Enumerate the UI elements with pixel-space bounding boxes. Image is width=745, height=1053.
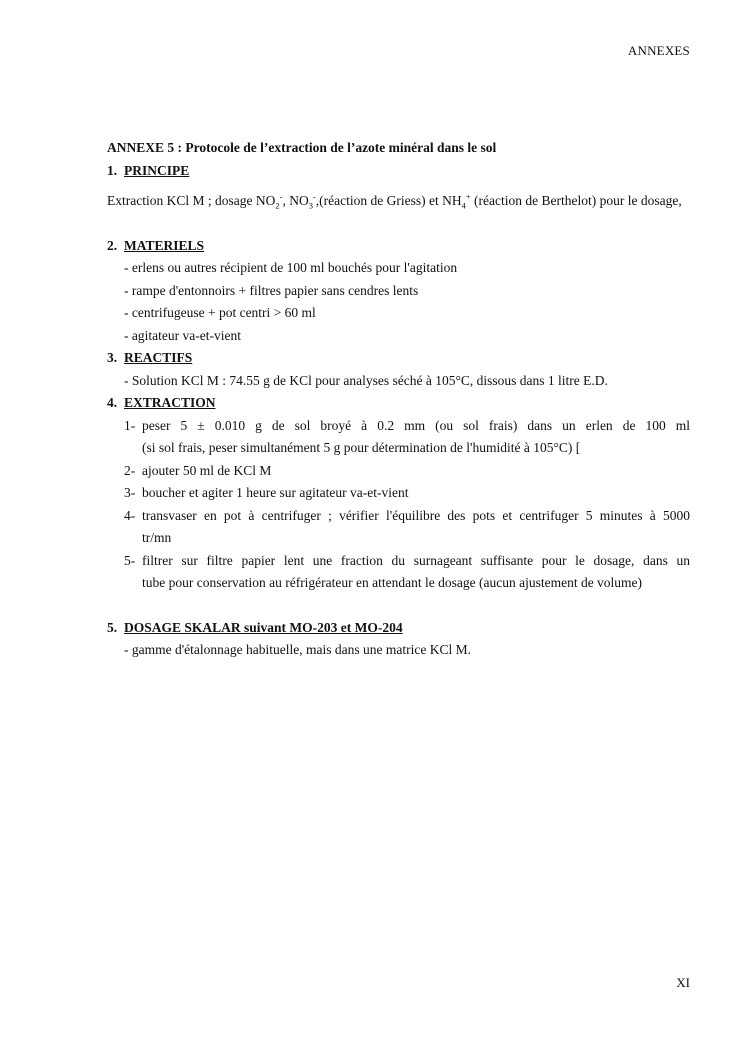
- section-title: DOSAGE SKALAR suivant MO-203 et MO-204: [124, 619, 403, 635]
- document-body: [107, 137, 690, 662]
- section-heading-materiels: [107, 235, 690, 258]
- page-number: XI: [676, 975, 690, 990]
- no3-superscript: -: [312, 191, 316, 202]
- no3-subscript: 3: [308, 200, 313, 211]
- step-number: 3-: [124, 485, 136, 500]
- spacer: [107, 213, 690, 235]
- section-title: REACTIFS: [124, 350, 193, 365]
- section-heading-extraction: [107, 392, 690, 415]
- spacer: [107, 595, 690, 617]
- extraction-step: [107, 550, 690, 573]
- section-number: 1.: [107, 162, 118, 178]
- running-header: ANNEXES: [627, 43, 690, 58]
- list-item: - gamme d'étalonnage habituelle, mais dans une matrice KCl M.: [124, 642, 471, 657]
- nh4-subscript: 4: [461, 200, 466, 211]
- no2-subscript: 2: [275, 200, 280, 211]
- list-item: - erlens ou autres récipient de 100 ml bouchés pour l'agitation: [124, 260, 458, 275]
- section-title: MATERIELS: [124, 237, 205, 253]
- step-continuation: tr/mn: [142, 530, 172, 545]
- step-number: 5-: [124, 552, 136, 568]
- principe-text: ,(réaction de Griess) et NH: [315, 193, 462, 208]
- section-number: 5.: [107, 619, 118, 635]
- nh4-superscript: +: [465, 191, 471, 202]
- list-item: - agitateur va-et-vient: [124, 327, 241, 343]
- step-continuation: (si sol frais, peser simultanément 5 g pour détermination de l'humidité à 105°C) [: [142, 440, 581, 455]
- step-text: peser 5 ± 0.010 g de sol broyé à 0.2 mm (ou sol frais) dans un erlen de 100 ml: [142, 417, 690, 433]
- step-number: 4-: [124, 507, 136, 523]
- section-title: PRINCIPE: [124, 162, 190, 178]
- principe-text: Extraction KCl M ; dosage NO: [107, 193, 276, 208]
- section-number: 2.: [107, 237, 118, 253]
- section-heading-principe: [107, 160, 690, 183]
- step-text: transvaser en pot à centrifuger ; vérifier l'équilibre des pots et centrifuger 5 minutes à 5000: [142, 507, 690, 523]
- section-number: 3.: [107, 350, 118, 365]
- principe-text: , NO: [282, 193, 309, 208]
- step-text: ajouter 50 ml de KCl M: [142, 462, 272, 478]
- section-number: 4.: [107, 395, 118, 410]
- step-number: 1-: [124, 417, 136, 433]
- section-heading-reactifs: [107, 347, 690, 370]
- step-number: 2-: [124, 462, 136, 478]
- step-continuation: tube pour conservation au réfrigérateur en attendant le dosage (aucun ajustement de volume): [142, 575, 643, 590]
- principe-paragraph: [107, 190, 690, 213]
- extraction-step: [107, 482, 690, 505]
- extraction-step: [107, 460, 690, 483]
- annex-title: ANNEXE 5 : Protocole de l’extraction de l’azote minéral dans le sol: [107, 140, 497, 155]
- list-item: - centrifugeuse + pot centri > 60 ml: [124, 305, 316, 320]
- principe-text: (réaction de Berthelot) pour le dosage,: [470, 193, 682, 208]
- section-title: EXTRACTION: [124, 395, 216, 410]
- list-item: - Solution KCl M : 74.55 g de KCl pour analyses séché à 105°C, dissous dans 1 litre E.D.: [124, 372, 608, 388]
- no2-superscript: -: [279, 191, 283, 202]
- list-item: - rampe d'entonnoirs + filtres papier sans cendres lents: [124, 282, 419, 298]
- section-heading-dosage: [107, 617, 690, 640]
- extraction-step: [107, 415, 690, 438]
- step-text: filtrer sur filtre papier lent une fraction du surnageant suffisante pour le dosage, dans un: [142, 552, 690, 568]
- step-text: boucher et agiter 1 heure sur agitateur va-et-vient: [142, 485, 409, 500]
- extraction-step: [107, 505, 690, 528]
